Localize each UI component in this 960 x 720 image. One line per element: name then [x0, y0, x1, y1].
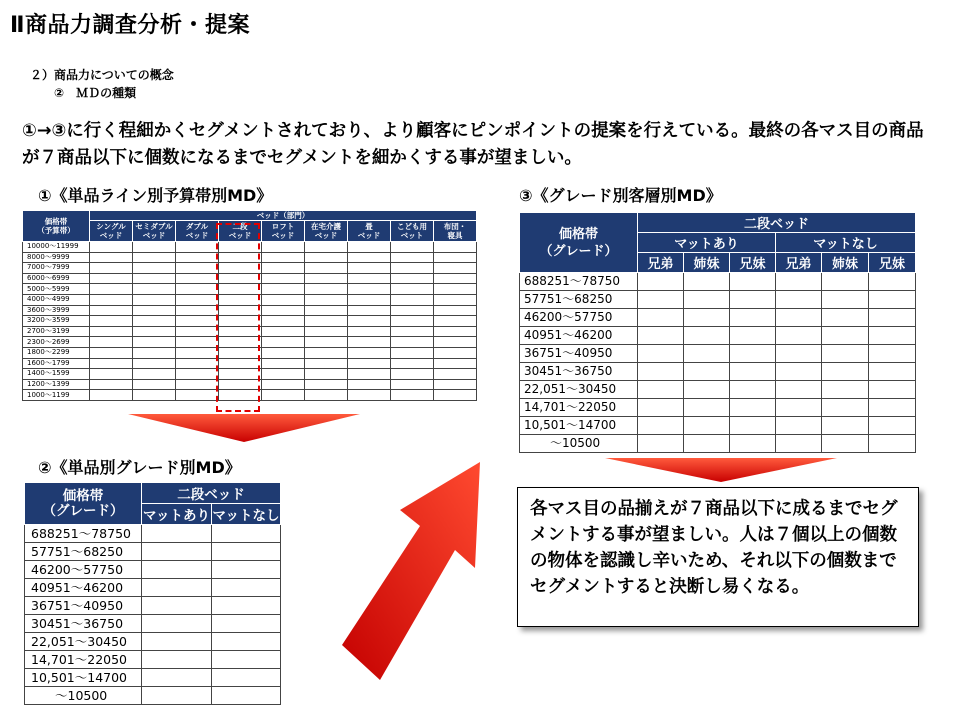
table-row	[520, 417, 916, 435]
table-cell	[90, 390, 133, 401]
md3-row-label: 14,701～22050	[520, 399, 638, 417]
table-cell	[305, 337, 348, 348]
table-cell	[176, 305, 219, 316]
table-cell	[434, 369, 477, 380]
table-cell	[638, 309, 684, 327]
table-cell	[305, 316, 348, 327]
md1-row-label: 3200～3599	[23, 316, 90, 327]
down-arrow-icon	[128, 414, 360, 442]
table-cell	[776, 309, 822, 327]
table-cell	[262, 337, 305, 348]
table-cell	[90, 263, 133, 274]
table-cell	[730, 273, 776, 291]
md1-caption: ①《単品ライン別予算帯別MD》	[38, 186, 273, 205]
table-cell	[90, 379, 133, 390]
table-cell	[90, 347, 133, 358]
md2-row-label: 46200～57750	[25, 561, 142, 579]
table-cell	[90, 252, 133, 263]
table-row	[25, 561, 281, 579]
table-cell	[90, 358, 133, 369]
md3-subgroup-header: マットなし	[776, 233, 916, 253]
table-cell	[212, 633, 281, 651]
table-cell	[348, 263, 391, 274]
table-cell	[176, 326, 219, 337]
table-cell	[822, 291, 869, 309]
table-row	[25, 651, 281, 669]
md2-row-label: 22,051～30450	[25, 633, 142, 651]
md3-group-header: 二段ベッド	[638, 213, 916, 233]
table-cell	[391, 263, 434, 274]
table-row	[25, 525, 281, 543]
table-cell	[869, 417, 916, 435]
table-row	[520, 381, 916, 399]
table-cell	[142, 615, 212, 633]
table-cell	[869, 399, 916, 417]
md3-row-label: 10,501～14700	[520, 417, 638, 435]
table-cell	[262, 390, 305, 401]
md1-column-header: 在宅介護 ベッド	[305, 221, 348, 242]
table-row	[520, 363, 916, 381]
table-cell	[133, 326, 176, 337]
table-cell	[262, 358, 305, 369]
md3-table-wrap	[519, 212, 916, 453]
table-cell	[869, 291, 916, 309]
md1-column-header: こども用 ベット	[391, 221, 434, 242]
page-title: Ⅱ商品力調査分析・提案	[10, 13, 250, 38]
table-cell	[176, 337, 219, 348]
table-cell	[212, 615, 281, 633]
table-cell	[391, 347, 434, 358]
table-cell	[348, 284, 391, 295]
md1-column-header: 布団・ 寝具	[434, 221, 477, 242]
table-cell	[212, 687, 281, 705]
md3-table	[519, 212, 916, 453]
table-cell	[776, 273, 822, 291]
table-cell	[638, 291, 684, 309]
table-cell	[730, 291, 776, 309]
table-cell	[176, 294, 219, 305]
table-cell	[391, 242, 434, 253]
table-cell	[133, 284, 176, 295]
table-cell	[434, 294, 477, 305]
table-cell	[776, 327, 822, 345]
table-cell	[90, 294, 133, 305]
table-cell	[90, 326, 133, 337]
table-cell	[262, 347, 305, 358]
table-row	[520, 273, 916, 291]
table-cell	[176, 242, 219, 253]
md2-row-label: ～10500	[25, 687, 142, 705]
table-cell	[391, 284, 434, 295]
table-cell	[90, 369, 133, 380]
md2-table	[24, 482, 281, 705]
md3-column-header: 兄妹	[869, 253, 916, 273]
table-cell	[869, 273, 916, 291]
table-cell	[348, 358, 391, 369]
table-cell	[730, 435, 776, 453]
table-cell	[90, 316, 133, 327]
table-cell	[305, 252, 348, 263]
md3-caption: ③《グレード別客層別MD》	[519, 186, 722, 205]
table-row	[25, 579, 281, 597]
md2-row-label: 57751～68250	[25, 543, 142, 561]
md2-row-label: 30451～36750	[25, 615, 142, 633]
table-cell	[305, 390, 348, 401]
note-box: 各マス目の品揃えが７商品以下に成るまでセグメントする事が望ましい。人は７個以上の個数の物体を認識し辛いため、それ以下の個数までセグメントすると決断し易くなる。	[517, 487, 919, 627]
md1-column-header: 二段 ベッド	[219, 221, 262, 242]
table-cell	[684, 345, 730, 363]
table-cell	[869, 381, 916, 399]
table-cell	[142, 687, 212, 705]
table-cell	[434, 273, 477, 284]
table-cell	[730, 417, 776, 435]
md1-group-header: ベッド（部門）	[90, 211, 477, 221]
md1-row-label: 1800～2299	[23, 347, 90, 358]
md1-row-label: 1200～1399	[23, 379, 90, 390]
table-row	[25, 633, 281, 651]
table-cell	[684, 291, 730, 309]
table-cell	[822, 381, 869, 399]
table-cell	[212, 597, 281, 615]
table-cell	[822, 309, 869, 327]
table-cell	[348, 347, 391, 358]
md3-row-label: 688251～78750	[520, 273, 638, 291]
section-subsubtitle: ② ＭＤの種類	[54, 86, 137, 100]
table-cell	[776, 345, 822, 363]
table-row	[25, 687, 281, 705]
table-cell	[262, 326, 305, 337]
table-cell	[176, 390, 219, 401]
table-row	[520, 345, 916, 363]
md3-column-header: 姉妹	[822, 253, 869, 273]
table-cell	[348, 305, 391, 316]
table-cell	[176, 316, 219, 327]
md1-row-label: 1400～1599	[23, 369, 90, 380]
md1-column-header: シングル ベッド	[90, 221, 133, 242]
table-cell	[90, 305, 133, 316]
table-cell	[176, 273, 219, 284]
table-cell	[262, 252, 305, 263]
table-cell	[638, 399, 684, 417]
table-row	[520, 327, 916, 345]
table-cell	[434, 390, 477, 401]
md3-column-header: 兄弟	[776, 253, 822, 273]
md3-row-label: 57751～68250	[520, 291, 638, 309]
md3-column-header: 兄妹	[730, 253, 776, 273]
md2-corner-header: 価格帯 （グレード）	[25, 483, 142, 525]
table-cell	[684, 435, 730, 453]
table-cell	[305, 347, 348, 358]
table-cell	[434, 337, 477, 348]
table-cell	[133, 347, 176, 358]
table-cell	[90, 242, 133, 253]
table-cell	[776, 399, 822, 417]
table-cell	[434, 347, 477, 358]
table-cell	[638, 345, 684, 363]
table-cell	[684, 399, 730, 417]
table-cell	[822, 273, 869, 291]
md1-row-label: 1600～1799	[23, 358, 90, 369]
table-cell	[391, 252, 434, 263]
table-cell	[434, 379, 477, 390]
md2-column-header: マットあり	[142, 504, 212, 525]
highlight-column-frame	[216, 223, 260, 412]
table-cell	[434, 316, 477, 327]
lead-text: ①→③に行く程細かくセグメントされており、より顧客にピンポイントの提案を行えている。最終の各マス目の商品が７商品以下に個数になるまでセグメントを細かくする事が望ましい。	[22, 121, 924, 168]
table-cell	[133, 242, 176, 253]
md2-row-label: 36751～40950	[25, 597, 142, 615]
table-cell	[142, 543, 212, 561]
table-cell	[133, 273, 176, 284]
table-cell	[391, 273, 434, 284]
md1-column-header: 畳 ベッド	[348, 221, 391, 242]
table-cell	[869, 327, 916, 345]
md2-table-wrap	[24, 482, 281, 705]
table-cell	[142, 669, 212, 687]
table-cell	[638, 273, 684, 291]
table-cell	[684, 327, 730, 345]
md3-row-label: 46200～57750	[520, 309, 638, 327]
md1-row-label: 4000～4999	[23, 294, 90, 305]
table-cell	[434, 263, 477, 274]
table-cell	[869, 345, 916, 363]
table-cell	[133, 337, 176, 348]
table-cell	[684, 309, 730, 327]
table-cell	[869, 309, 916, 327]
table-cell	[638, 381, 684, 399]
table-cell	[133, 358, 176, 369]
md1-row-label: 2700～3199	[23, 326, 90, 337]
table-cell	[212, 543, 281, 561]
md1-row-label: 8000～9999	[23, 252, 90, 263]
table-cell	[262, 273, 305, 284]
table-cell	[391, 337, 434, 348]
table-cell	[638, 417, 684, 435]
down-arrow-icon	[605, 458, 837, 482]
table-cell	[348, 294, 391, 305]
table-row	[520, 309, 916, 327]
table-cell	[391, 369, 434, 380]
md2-column-header: マットなし	[212, 504, 281, 525]
table-cell	[822, 363, 869, 381]
table-cell	[142, 525, 212, 543]
table-cell	[348, 273, 391, 284]
table-cell	[176, 252, 219, 263]
table-cell	[305, 263, 348, 274]
diagonal-arrow-icon	[330, 440, 490, 690]
table-cell	[262, 369, 305, 380]
table-cell	[391, 390, 434, 401]
md3-corner-header: 価格帯 （グレード）	[520, 213, 638, 273]
md3-row-label: 40951～46200	[520, 327, 638, 345]
table-cell	[684, 381, 730, 399]
table-cell	[730, 327, 776, 345]
table-cell	[684, 417, 730, 435]
md2-row-label: 688251～78750	[25, 525, 142, 543]
table-cell	[434, 326, 477, 337]
md1-row-label: 5000～5999	[23, 284, 90, 295]
md3-row-label: ～10500	[520, 435, 638, 453]
table-cell	[212, 579, 281, 597]
table-cell	[776, 417, 822, 435]
table-cell	[142, 579, 212, 597]
table-cell	[730, 345, 776, 363]
table-cell	[391, 358, 434, 369]
table-cell	[176, 284, 219, 295]
table-cell	[176, 358, 219, 369]
table-cell	[391, 294, 434, 305]
md2-row-label: 14,701～22050	[25, 651, 142, 669]
table-cell	[776, 291, 822, 309]
table-cell	[305, 379, 348, 390]
md1-row-label: 7000～7999	[23, 263, 90, 274]
md3-row-label: 22,051～30450	[520, 381, 638, 399]
table-cell	[133, 263, 176, 274]
table-cell	[142, 633, 212, 651]
table-cell	[434, 242, 477, 253]
table-cell	[176, 347, 219, 358]
table-cell	[391, 305, 434, 316]
table-cell	[730, 381, 776, 399]
table-cell	[90, 273, 133, 284]
table-cell	[391, 379, 434, 390]
table-cell	[305, 326, 348, 337]
md1-row-label: 6000～6999	[23, 273, 90, 284]
table-cell	[305, 369, 348, 380]
table-cell	[305, 305, 348, 316]
table-cell	[90, 284, 133, 295]
md1-column-header: ダブル ベッド	[176, 221, 219, 242]
table-cell	[638, 327, 684, 345]
table-cell	[262, 305, 305, 316]
table-cell	[434, 252, 477, 263]
table-cell	[684, 363, 730, 381]
md1-row-label: 2300～2699	[23, 337, 90, 348]
table-cell	[212, 561, 281, 579]
md1-row-label: 1000～1199	[23, 390, 90, 401]
table-cell	[176, 379, 219, 390]
table-cell	[434, 358, 477, 369]
table-cell	[212, 525, 281, 543]
md3-row-label: 36751～40950	[520, 345, 638, 363]
table-cell	[348, 369, 391, 380]
table-cell	[776, 363, 822, 381]
table-row	[520, 435, 916, 453]
md3-column-header: 姉妹	[684, 253, 730, 273]
table-cell	[348, 252, 391, 263]
table-cell	[434, 284, 477, 295]
table-cell	[776, 381, 822, 399]
table-row	[520, 291, 916, 309]
table-cell	[262, 379, 305, 390]
table-row	[25, 543, 281, 561]
table-row	[520, 399, 916, 417]
table-cell	[730, 399, 776, 417]
md1-column-header: セミダブル ベッド	[133, 221, 176, 242]
table-cell	[133, 316, 176, 327]
table-cell	[133, 294, 176, 305]
table-cell	[348, 242, 391, 253]
table-cell	[262, 316, 305, 327]
table-cell	[133, 369, 176, 380]
table-cell	[348, 390, 391, 401]
md2-caption: ②《単品別グレード別MD》	[38, 458, 241, 477]
table-cell	[133, 390, 176, 401]
table-cell	[869, 363, 916, 381]
table-cell	[142, 651, 212, 669]
table-cell	[638, 435, 684, 453]
table-cell	[262, 263, 305, 274]
table-cell	[262, 284, 305, 295]
table-cell	[262, 294, 305, 305]
table-cell	[305, 358, 348, 369]
md1-row-label: 10000～11999	[23, 242, 90, 253]
table-cell	[262, 242, 305, 253]
table-cell	[822, 327, 869, 345]
table-cell	[348, 316, 391, 327]
md1-column-header: ロフト ベッド	[262, 221, 305, 242]
table-cell	[684, 273, 730, 291]
table-cell	[434, 305, 477, 316]
table-cell	[348, 379, 391, 390]
table-cell	[822, 399, 869, 417]
table-cell	[869, 435, 916, 453]
md3-row-label: 30451～36750	[520, 363, 638, 381]
md2-group-header: 二段ベッド	[142, 483, 281, 504]
table-row	[25, 597, 281, 615]
table-cell	[305, 242, 348, 253]
table-cell	[305, 284, 348, 295]
table-row	[25, 615, 281, 633]
table-cell	[822, 345, 869, 363]
table-cell	[133, 305, 176, 316]
table-cell	[133, 379, 176, 390]
section-subtitle: ２）商品力についての概念	[30, 68, 174, 82]
md2-row-label: 10,501～14700	[25, 669, 142, 687]
table-cell	[176, 263, 219, 274]
md3-subgroup-header: マットあり	[638, 233, 776, 253]
table-cell	[730, 309, 776, 327]
table-cell	[822, 417, 869, 435]
table-cell	[776, 435, 822, 453]
md2-row-label: 40951～46200	[25, 579, 142, 597]
table-cell	[822, 435, 869, 453]
table-cell	[348, 337, 391, 348]
md3-column-header: 兄弟	[638, 253, 684, 273]
table-cell	[730, 363, 776, 381]
table-row	[25, 669, 281, 687]
table-cell	[348, 326, 391, 337]
table-cell	[90, 337, 133, 348]
table-cell	[142, 597, 212, 615]
table-cell	[212, 669, 281, 687]
table-cell	[176, 369, 219, 380]
md1-row-label: 3600～3999	[23, 305, 90, 316]
table-cell	[638, 363, 684, 381]
table-cell	[212, 651, 281, 669]
md1-corner-header: 価格帯 （予算帯）	[23, 211, 90, 242]
table-cell	[305, 273, 348, 284]
table-cell	[391, 316, 434, 327]
table-cell	[133, 252, 176, 263]
table-cell	[305, 294, 348, 305]
table-cell	[391, 326, 434, 337]
table-cell	[142, 561, 212, 579]
